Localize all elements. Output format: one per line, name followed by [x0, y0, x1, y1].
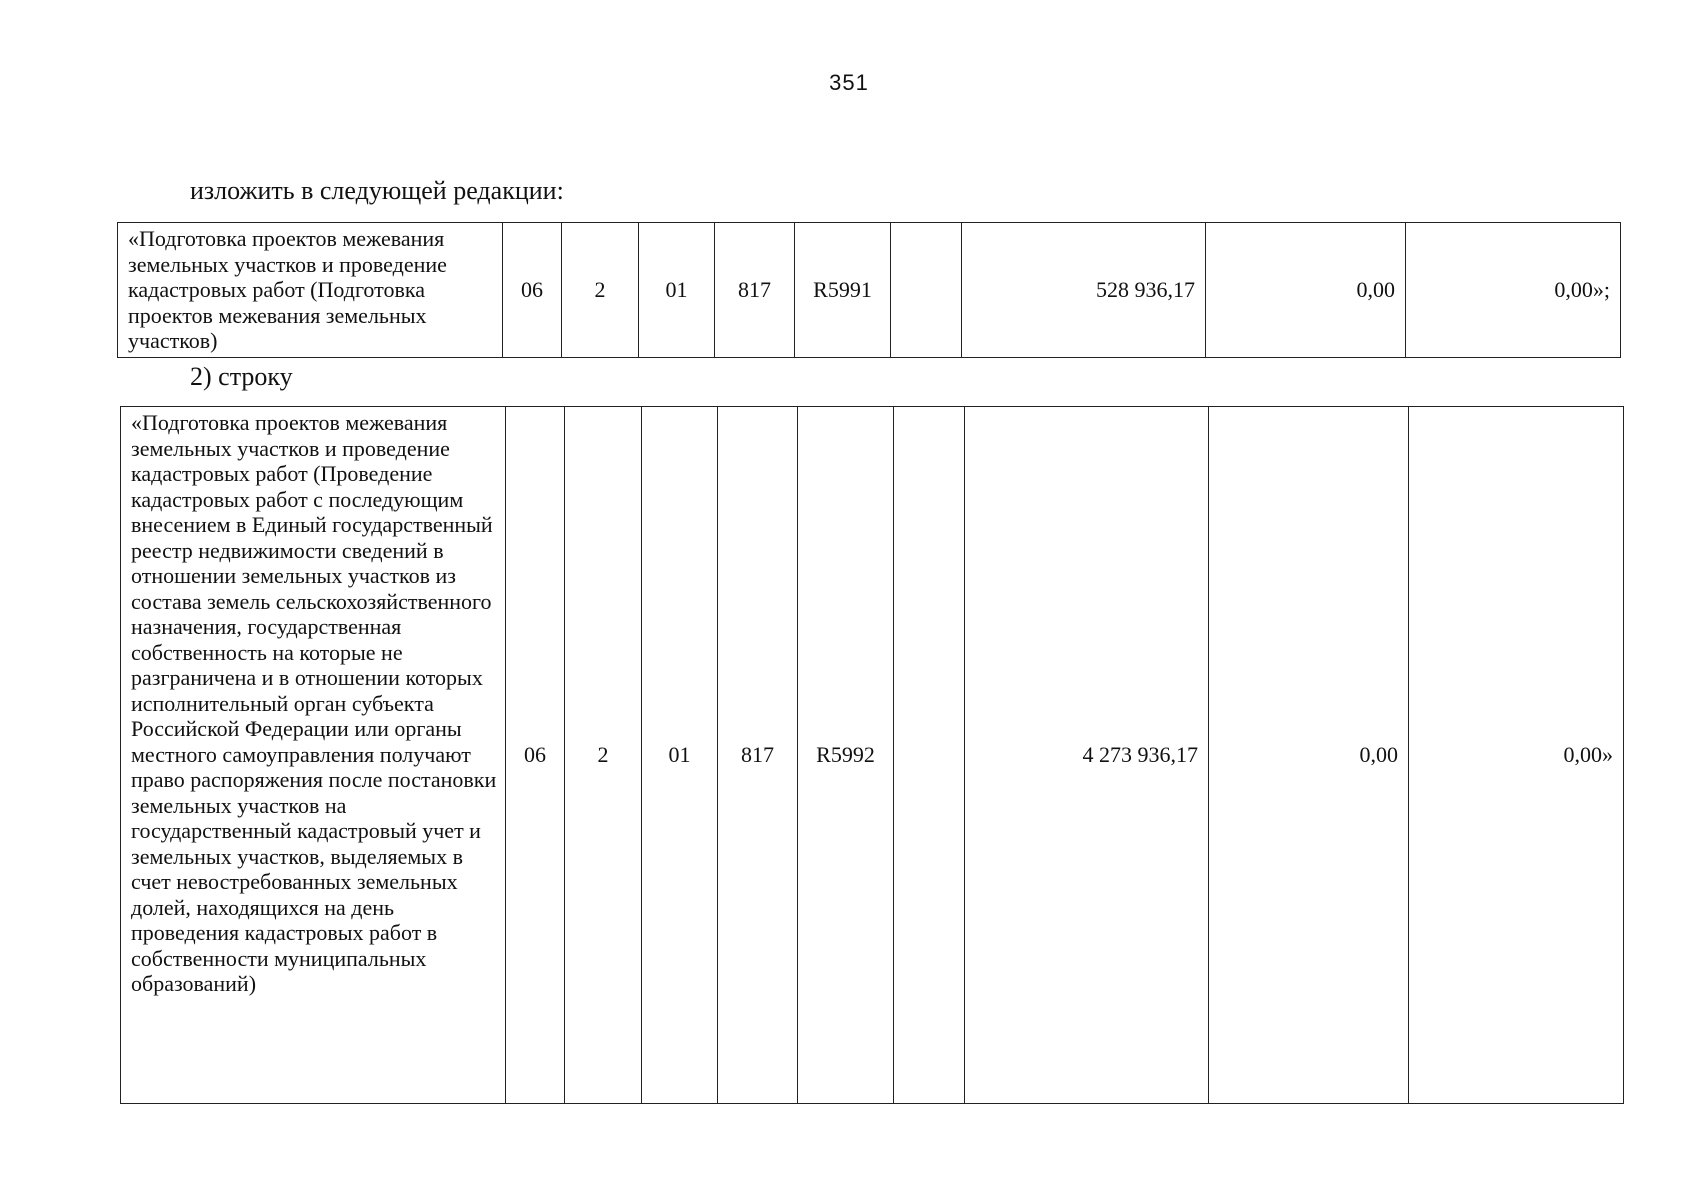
row-description: «Подготовка проектов межевания земельных участков и проведение кадастровых работ (Подготовка проектов межевания земельных участков): [118, 223, 503, 358]
second-item-paragraph: 2) строку: [190, 362, 293, 391]
row-amount-2: 0,00: [1209, 407, 1409, 1104]
row-code-d: R5991: [795, 223, 891, 358]
row-code-b: 01: [639, 223, 715, 358]
page-number: 351: [829, 70, 869, 95]
row-amount-2: 0,00: [1206, 223, 1406, 358]
row-amount-3: 0,00»;: [1406, 223, 1621, 358]
row-amount-1: 528 936,17: [962, 223, 1206, 358]
row-code-a: 2: [562, 223, 639, 358]
row-section-code: 06: [506, 407, 565, 1104]
row-code-c: 817: [715, 223, 795, 358]
row-empty-cell: [891, 223, 962, 358]
row-code-a: 2: [565, 407, 642, 1104]
row-amount-1: 4 273 936,17: [965, 407, 1209, 1104]
row-section-code: 06: [503, 223, 562, 358]
table-row: [121, 407, 1624, 1104]
intro-paragraph: изложить в следующей редакции:: [190, 176, 564, 205]
row-amount-3: 0,00»: [1409, 407, 1624, 1104]
source-table: [120, 406, 1624, 1104]
table-row: [118, 223, 1621, 358]
row-code-d: R5992: [798, 407, 894, 1104]
row-description: «Подготовка проектов межевания земельных участков и проведение кадастровых работ (Проведение кадастровых работ с последующим внесением в Единый государственный реестр недвижимости сведений в отношении земельных участков из состава земель сельскохозяйственного назначения, государственная собственность на которые не разграничена и в отношении которых исполнительный орган субъекта Российской Федерации или органы местного самоуправления получают право распоряжения после постановки земельных участков на государственный кадастровый учет и земельных участков, выделяемых в счет невостребованных земельных долей, находящихся на день проведения кадастровых работ в собственности муниципальных образований): [121, 407, 506, 1104]
row-code-c: 817: [718, 407, 798, 1104]
row-code-b: 01: [642, 407, 718, 1104]
replacement-table: [117, 222, 1621, 358]
row-empty-cell: [894, 407, 965, 1104]
